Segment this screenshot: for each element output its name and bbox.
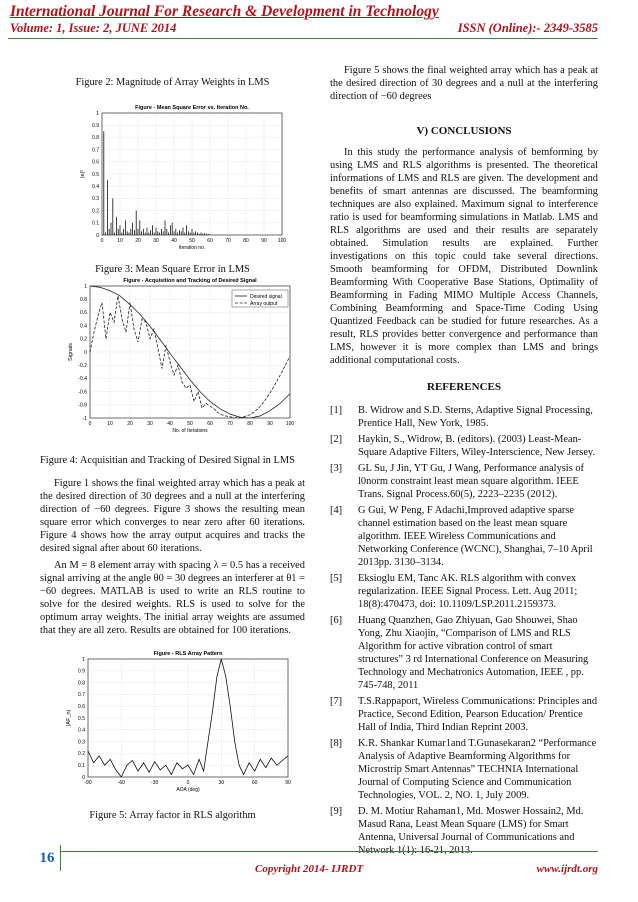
x-tick-label: 60 xyxy=(207,238,213,244)
x-tick-label: 60 xyxy=(251,780,258,786)
x-tick-label: 40 xyxy=(171,238,177,244)
y-tick-label: 0 xyxy=(82,774,85,781)
y-tick-label: 0.2 xyxy=(78,751,85,758)
reference-text: Haykin, S., Widrow, B. (editors). (2003) Least-Mean-Square Adaptive Filters, Wiley-Interscience, New Jersey. xyxy=(358,434,596,458)
reference-item xyxy=(330,737,598,802)
figure-5-rls-pattern-chart xyxy=(40,649,305,799)
reference-item xyxy=(330,695,598,734)
y-tick-label: 0.6 xyxy=(92,159,99,166)
x-tick-label: 30 xyxy=(153,238,159,244)
x-axis-label: Iteration no. xyxy=(178,245,206,251)
figure-3-mse-chart xyxy=(40,103,305,259)
y-axis-label: |e|² xyxy=(80,170,86,178)
x-tick-label: 60 xyxy=(207,421,213,427)
x-axis-label: AOA (deg) xyxy=(176,787,200,793)
left-column xyxy=(40,64,305,822)
x-tick-label: 30 xyxy=(147,421,153,427)
figure-2-caption: Figure 2: Magnitude of Array Weights in LMS xyxy=(75,77,270,88)
reference-text: G Gui, W Peng, F Adachi,Improved adaptive sparse channel estimation based on the least mean square algorithm. IEEE Wireless Communications and Networking Conference (WCNC), Shanghai, 7–10 April 2013pp. 3130–3134. xyxy=(358,505,593,568)
conclusions-text: In this study the performance analysis of bemforming by using LMS and RLS algorithms is presented. The theoretical informations of LMS and RLS are given. The development and benefits of smart antennas are discussed. The beamforming techniques are also explained. Maximum signal to interference ratio is used for beamforming simulations in Matlab. LMS and RLS algorithms are used and their results are separately obtained. Simulation results are explained. Further investigations on this topic could take several directions. Smooth beamforming for OFDM, Distributed Downlink Beamforming With Cooperative Base Stations, Optimality of Beamforming in Fading MIMO Multiple Access Channels, Combining Beamforming and Space-Time Coding Using Quantized Feedback can be studied for future researches. As a result, RLS provides better convergence and performance than LMS, however it is more complex than LMS and brings additional computational costs. xyxy=(330,147,598,366)
y-tick-label: 0.7 xyxy=(92,147,99,154)
y-tick-label: 0.9 xyxy=(92,123,99,129)
x-tick-label: 80 xyxy=(243,238,249,244)
right-column xyxy=(330,64,598,860)
reference-number: [1] xyxy=(330,405,343,416)
y-tick-label: 0.8 xyxy=(80,297,87,303)
reference-item xyxy=(330,433,598,459)
reference-number: [7] xyxy=(330,696,343,707)
reference-text: K.R. Shankar Kumar1and T.Gunasekaran2 “Performance Analysis of Adaptive Beamforming Algorithms for Microstrip Smart Antennas” TECHNIA International Journal of Computing Science and Communication Technologies, VOL. 2, NO. 1, July 2009. xyxy=(358,738,597,801)
x-tick-label: 40 xyxy=(167,421,173,427)
y-tick-label: -0.8 xyxy=(78,402,87,409)
reference-item xyxy=(330,504,598,569)
reference-number: [9] xyxy=(330,806,343,817)
x-tick-label: 90 xyxy=(267,421,273,427)
footer-copyright: Copyright 2014- IJRDT xyxy=(255,863,364,875)
footer-rule xyxy=(60,851,598,852)
figure-4-tracking-chart xyxy=(40,276,305,442)
footer-website: www.ijrdt.org xyxy=(536,863,598,875)
x-tick-label: 0 xyxy=(88,421,92,427)
y-tick-label: -0.6 xyxy=(78,389,87,396)
references-heading: REFERENCES xyxy=(427,381,501,393)
reference-item xyxy=(330,614,598,692)
issn: ISSN (Online):- 2349-3585 xyxy=(457,21,598,35)
y-tick-label: 0.4 xyxy=(80,323,87,330)
x-tick-label: 10 xyxy=(107,421,113,427)
y-tick-label: 0.8 xyxy=(92,135,99,142)
y-tick-label: 0 xyxy=(96,232,99,239)
header-rule xyxy=(8,38,598,39)
legend-label: Desired signal xyxy=(250,293,282,300)
y-tick-label: -1 xyxy=(82,415,87,422)
x-tick-label: 10 xyxy=(117,238,123,244)
x-axis-label: No. of Iterations xyxy=(172,428,208,434)
x-tick-label: 0 xyxy=(100,238,104,244)
y-tick-label: 0.2 xyxy=(80,336,87,343)
x-tick-label: 100 xyxy=(285,421,295,427)
y-tick-label: 1 xyxy=(82,656,85,663)
x-tick-label: 50 xyxy=(189,238,195,244)
x-tick-label: 90 xyxy=(261,238,267,244)
y-tick-label: 0.1 xyxy=(92,220,99,227)
y-tick-label: 0.9 xyxy=(78,668,85,675)
y-tick-label: 0 xyxy=(84,349,87,356)
paragraph-figure-5: Figure 5 shows the final weighted array which has a peak at the desired direction of 30 degrees and a null at the interfering direction of −60 degrees xyxy=(330,65,598,102)
y-tick-label: 0.3 xyxy=(78,739,85,746)
x-tick-label: 20 xyxy=(127,421,133,427)
x-tick-label: 0 xyxy=(186,780,190,786)
reference-item xyxy=(330,404,598,430)
y-tick-label: 0.5 xyxy=(92,171,99,178)
legend-label: Array output xyxy=(250,300,278,307)
y-tick-label: 1 xyxy=(84,283,87,290)
figure-3-caption: Figure 3: Mean Square Error in LMS xyxy=(95,264,250,275)
reference-item xyxy=(330,572,598,611)
x-tick-label: -90 xyxy=(84,780,92,786)
x-tick-label: 70 xyxy=(225,238,231,244)
y-tick-label: 0.4 xyxy=(78,727,85,734)
chart-title: Figure - RLS Array Pattern xyxy=(153,651,223,657)
reference-text: Eksioglu EM, Tanc AK. RLS algorithm with convex regularization. IEEE Signal Process. Lett. Aug 2011; 18(8):470473, doi: 10.1109/LSP.2011.2159373. xyxy=(358,573,578,610)
reference-text: GL Su, J Jin, YT Gu, J Wang, Performance analysis of l0norm constraint least mean square algorithm. IEEE Trans. Signal Process.60(5), 2223–2235 (2012). xyxy=(358,463,584,500)
reference-number: [8] xyxy=(330,738,343,749)
y-axis-label: Signals xyxy=(68,342,74,362)
figure-5-caption: Figure 5: Array factor in RLS algorithm xyxy=(89,810,256,821)
x-tick-label: -30 xyxy=(151,780,159,786)
y-tick-label: 0.7 xyxy=(78,692,85,699)
y-tick-label: 0.1 xyxy=(78,763,85,769)
chart-title: Figure - Acquisition and Tracking of Desired Signal xyxy=(123,278,257,284)
paragraph-figure-1: Figure 1 shows the final weighted array which has a peak at the desired direction of 30 degrees and a null at the interfering direction of −60 degrees. Figure 3 shows the resulting mean square error which converges to near zero after 60 iterations. Figure 4 shows how the array output acquires and tracks the desired signal after about 60 iterations. xyxy=(40,478,305,554)
y-axis-label: |AF_n| xyxy=(66,709,72,727)
reference-number: [3] xyxy=(330,463,343,474)
y-tick-label: 0.3 xyxy=(92,196,99,203)
x-tick-label: 70 xyxy=(227,421,233,427)
x-tick-label: 30 xyxy=(218,780,225,786)
reference-text: Huang Quanzhen, Gao Zhiyuan, Gao Shouwei, Shao Yong, Zhu Xiaojin, “Comparison of LMS and RLS Algorithm for active vibration control of smart structures” 3 rd International Conference on Measuring Technology and Mechatronics Automation, IEEE , pp. 745-748, 2011 xyxy=(358,615,589,691)
journal-title: International Journal For Research & Development in Technology xyxy=(10,3,439,20)
page-number: 16 xyxy=(34,845,61,871)
reference-text: T.S.Rappaport, Wireless Communications: Principles and Practice, Second Edition, Pearson Education/ Prentice Hall of India, Third Indian Reprint 2003. xyxy=(358,696,598,733)
chart-title: Figure - Mean Square Error vs. Iteration No. xyxy=(135,105,249,111)
y-tick-label: 0.4 xyxy=(92,184,99,190)
x-tick-label: 80 xyxy=(247,421,253,427)
reference-text: D. M. Motiur Rahaman1, Md. Moswer Hossain2, Md. Masud Rana, Least Mean Square (LMS) for Smart Antenna, Universal Journal of Communications and Network 1(1): 16-21, 2013. xyxy=(358,806,584,856)
reference-number: [2] xyxy=(330,434,343,445)
figure-4-caption: Figure 4: Acquisitian and Tracking of Desired Signal in LMS xyxy=(40,455,295,466)
conclusions-heading: V) CONCLUSIONS xyxy=(416,125,512,137)
reference-item xyxy=(330,805,598,857)
y-tick-label: -0.2 xyxy=(78,363,87,369)
x-tick-label: 50 xyxy=(187,421,193,427)
x-tick-label: 20 xyxy=(135,238,141,244)
x-tick-label: 90 xyxy=(285,780,291,786)
reference-text: B. Widrow and S.D. Sterns, Adaptive Signal Processing, Prentice Hall, New York, 1985. xyxy=(358,405,593,429)
reference-item xyxy=(330,462,598,501)
reference-number: [5] xyxy=(330,573,343,584)
reference-list xyxy=(330,404,598,857)
reference-number: [4] xyxy=(330,505,343,516)
y-tick-label: 0.6 xyxy=(78,704,85,710)
y-tick-label: 0.2 xyxy=(92,208,99,215)
y-tick-label: 0.5 xyxy=(78,715,85,722)
y-tick-label: -0.4 xyxy=(78,376,87,383)
reference-number: [6] xyxy=(330,615,343,626)
y-tick-label: 0.6 xyxy=(80,310,87,317)
y-tick-label: 1 xyxy=(96,110,99,117)
paragraph-rls-setup: An M = 8 element array with spacing λ = 0.5 has a received signal arriving at the angle θ0 = 30 degrees an interferer at θ1 = −60 degrees. MATLAB is used to write an RLS routine to solve for the desired weights. RLS is used to solve for the optimum array weights. The initial array weights are assumed that they are all zero. Results are obtained for 100 iterations. xyxy=(40,560,305,636)
x-tick-label: 100 xyxy=(277,238,287,244)
volume-issue: Volume: 1, Issue: 2, JUNE 2014 xyxy=(10,21,177,35)
x-tick-label: -60 xyxy=(117,780,125,786)
y-tick-label: 0.8 xyxy=(78,680,85,687)
